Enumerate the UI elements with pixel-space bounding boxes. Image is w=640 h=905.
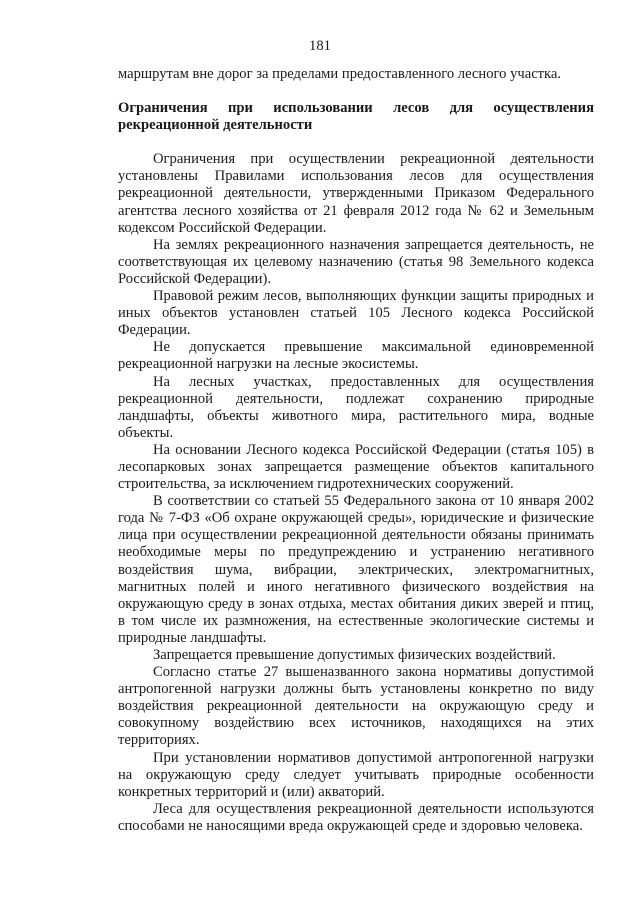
paragraph: Согласно статье 27 вышеназванного закона нормативы допустимой антропогенной нагрузки должны быть установлены конкретно по виду воздействия рекреационной деятельности на окружающую среду и совокупному воздействию всех источников, находящихся на этих территориях. [118,664,594,749]
page-number: 181 [309,38,331,54]
paragraph: При установлении нормативов допустимой антропогенной нагрузки на окружающую среду следует учитывать природные особенности конкретных территорий и (или) акваторий. [118,749,594,800]
paragraph: На лесных участках, предоставленных для осуществления рекреационной деятельности, подлежат сохранению природные ландшафты, объекты животного мира, растительного мира, водные объекты. [118,373,594,441]
paragraph: Правовой режим лесов, выполняющих функции защиты природных и иных объектов установлен статьей 105 Лесного кодекса Российской Федерации. [118,288,594,339]
paragraph: Леса для осуществления рекреационной деятельности используются способами не наносящими вреда окружающей среде и здоровью человека. [118,800,594,834]
paragraph: Запрещается превышение допустимых физических воздействий. [153,647,556,663]
paragraph: На основании Лесного кодекса Российской Федерации (статья 105) в лесопарковых зонах запрещается размещение объектов капитального строительства, за исключением гидротехнических сооружений. [118,441,594,493]
paragraph: Не допускается превышение максимальной единовременной рекреационной нагрузки на лесные экосистемы. [118,339,594,373]
document-body [118,66,594,835]
paragraph: На землях рекреационного назначения запрещается деятельность, не соответствующая их целевому назначению (статья 98 Земельного кодекса Российской Федерации). [118,236,594,287]
paragraph: В соответствии со статьей 55 Федерального закона от 10 января 2002 года № 7-ФЗ «Об охране окружающей среды», юридические и физические лица при осуществлении рекреационной деятельности обязаны принимать необходимые меры по предупреждению и устранению негативного воздействия шума, вибрации, электрических, электромагнитных, магнитных полей и иного негативного физического воздействия на окружающую среду в зонах отдыха, местах обитания диких зверей и птиц, в том числе их размножения, на естественные экологические системы и природные ландшафты. [118,493,594,646]
continuation-text: маршрутам вне дорог за пределами предоставленного лесного участка. [118,66,562,82]
paragraph: Ограничения при осуществлении рекреационной деятельности установлены Правилами использования лесов для осуществления рекреационной деятельности, утвержденными Приказом Федерального агентства лесного хозяйства от 21 февраля 2012 года № 62 и Земельным кодексом Российской Федерации. [118,151,594,236]
section-heading: Ограничения при использовании лесов для осуществления рекреационной деятельности [118,100,594,134]
